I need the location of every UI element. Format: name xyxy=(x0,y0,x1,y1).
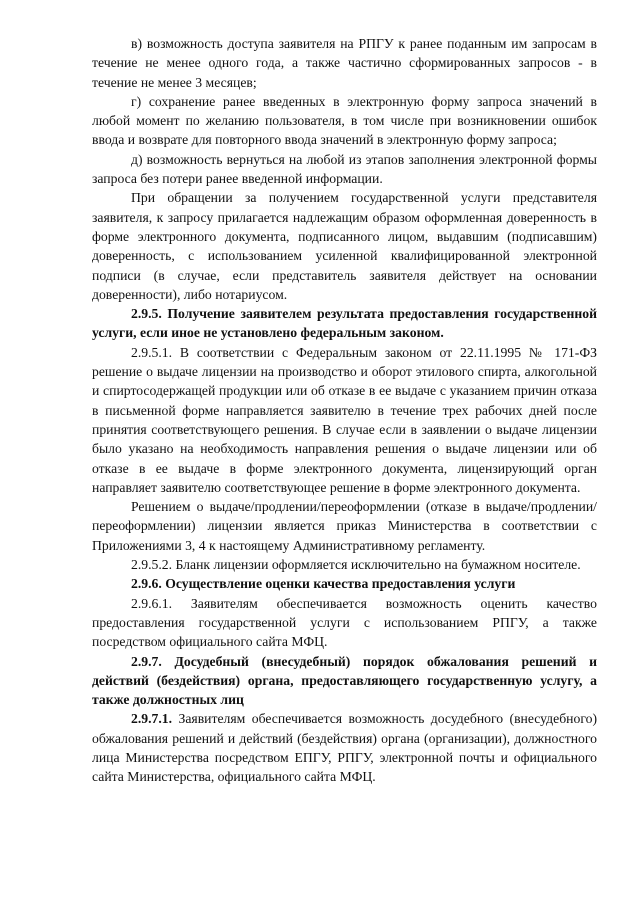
paragraph-item-g: г) сохранение ранее введенных в электронную форму запроса значений в любой момент по желанию пользователя, в том числе при возникновении ошибок ввода и возврате для повторного ввода значений в электронную форму запроса; xyxy=(92,93,597,148)
paragraph-2-9-5-1: 2.9.5.1. В соответствии с Федеральным законом от 22.11.1995 № 171-ФЗ решение о выдаче лицензии на производство и оборот этилового спирта, алкогольной и спиртосодержащей продукции или об отказе в ее выдаче с указанием причин отказа в письменной форме направляется заявителю в течение трех рабочих дней после принятия соответствующего решения. В случае если в заявлении о выдаче лицензии было указано на необходимость направления решения о выдаче лицензии или об отказе в ее выдаче в форме электронного документа, лицензирующий орган направляет заявителю соответствующее решение в форме электронного документа. xyxy=(92,344,597,495)
section-heading-2-9-7: 2.9.7. Досудебный (внесудебный) порядок обжалования решений и действий (бездействия) органа, предоставляющего государственную услугу, а также должностных лиц xyxy=(92,653,597,708)
paragraph-number: 2.9.7.1. xyxy=(131,711,173,727)
paragraph-representative: При обращении за получением государственной услуги представителя заявителя, к запросу прилагается надлежащим образом оформленная доверенность в форме электронного документа, подписанного лицом, выдавшим (подписавшим) доверенность, с использованием усиленной квалифицированной электронной подписи (в случае, если представитель заявителя действует на основании доверенности), либо нотариусом. xyxy=(92,190,597,302)
paragraph-2-9-6-1: 2.9.6.1. Заявителям обеспечивается возможность оценить качество предоставления государственной услуги с использованием РПГУ, а также посредством официального сайта МФЦ. xyxy=(92,595,597,650)
document-page xyxy=(92,34,597,787)
paragraph-item-v: в) возможность доступа заявителя на РПГУ к ранее поданным им запросам в течение не менее одного года, а также частично сформированных запросов - в течение не менее 3 месяцев; xyxy=(92,36,597,90)
paragraph-2-9-7-1 xyxy=(92,709,597,786)
paragraph-item-d: д) возможность вернуться на любой из этапов заполнения электронной формы запроса без потери ранее введенной информации. xyxy=(92,151,597,187)
section-heading-2-9-5: 2.9.5. Получение заявителем результата предоставления государственной услуги, если иное не установлено федеральным законом. xyxy=(92,306,597,341)
paragraph-body: Заявителям обеспечивается возможность досудебного (внесудебного) обжалования решений и действий (бездействия) органа (организации), должностного лица Министерства посредством ЕПГУ, РПГУ, электронной почты и официального сайта Министерства, официального сайта МФЦ. xyxy=(92,711,597,785)
paragraph-license-decision: Решением о выдаче/продлении/переоформлении (отказе в выдаче/продлении/переоформлении) лицензии является приказ Министерства в соответствии с Приложениями 3, 4 к настоящему Административному регламенту. xyxy=(92,499,597,553)
paragraph-2-9-5-2: 2.9.5.2. Бланк лицензии оформляется исключительно на бумажном носителе. xyxy=(131,557,581,573)
section-heading-2-9-6: 2.9.6. Осуществление оценки качества предоставления услуги xyxy=(131,576,516,592)
